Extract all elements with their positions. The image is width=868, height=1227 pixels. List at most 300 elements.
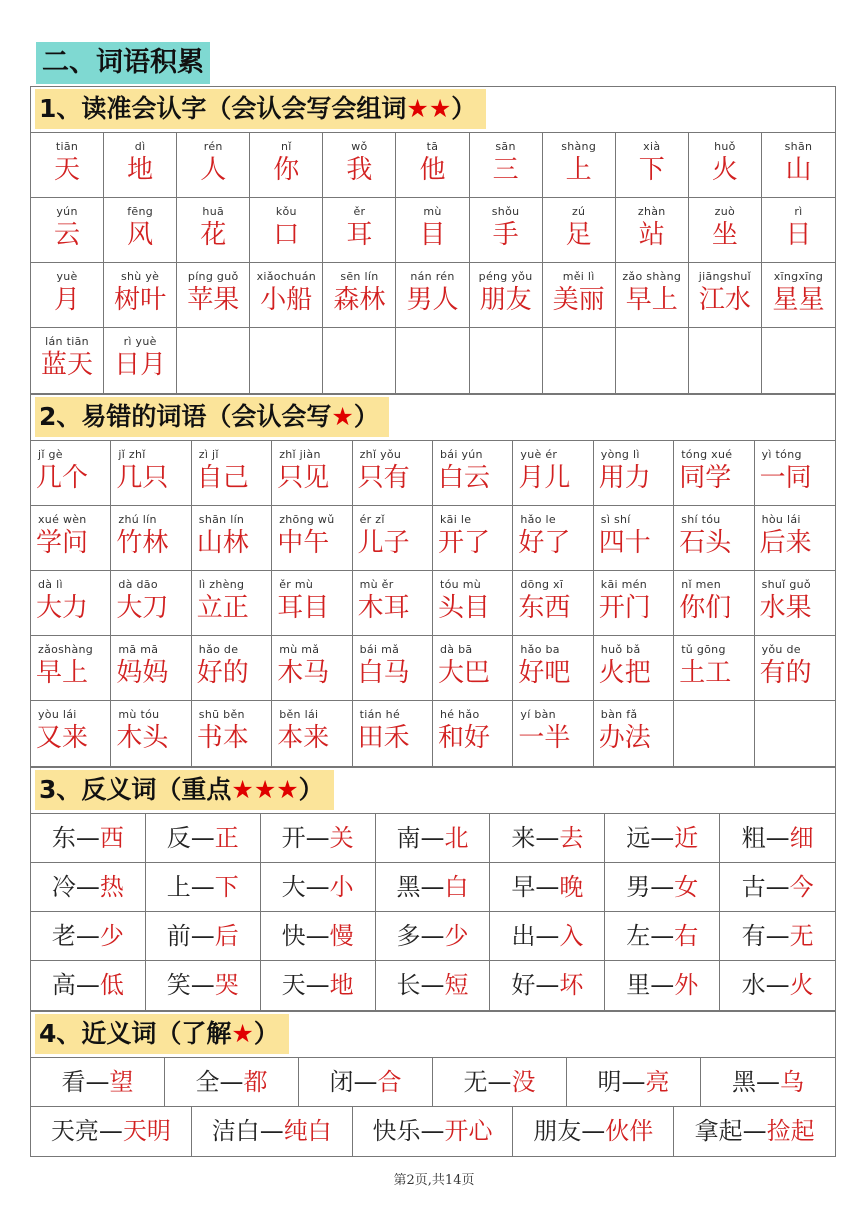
pinyin: zǎo shàng [622, 270, 682, 283]
hanzi: 早上 [625, 285, 678, 315]
word-cell [177, 198, 250, 263]
pair-first: 快 [281, 922, 306, 950]
hanzi: 石头 [679, 528, 732, 558]
pinyin: rì yuè [123, 335, 157, 348]
pinyin: lán tiān [45, 335, 89, 348]
pinyin: yuè [56, 270, 78, 283]
word-pair [31, 1107, 192, 1156]
pair-first: 黑 [732, 1068, 756, 1096]
pair-first: 反 [166, 824, 191, 852]
pair-dash: — [190, 971, 215, 999]
pair-second: 晚 [559, 873, 584, 901]
pair-first: 多 [396, 922, 421, 950]
pair-second: 去 [559, 824, 584, 852]
pair-first: 左 [626, 922, 651, 950]
word-cell [616, 133, 689, 198]
word-cell [192, 701, 272, 766]
hanzi: 白马 [357, 658, 410, 688]
hanzi: 早上 [36, 658, 89, 688]
word-pair [567, 1058, 701, 1107]
pinyin: bái yún [440, 448, 483, 461]
pair-second: 捡起 [766, 1117, 815, 1145]
pair-dash: — [742, 1117, 767, 1145]
empty-cell [177, 328, 250, 393]
pinyin: bàn fǎ [600, 708, 638, 721]
pinyin: ěr [353, 205, 366, 218]
hanzi: 星星 [772, 285, 825, 315]
pair-dash: — [305, 922, 330, 950]
hanzi: 东西 [518, 593, 571, 623]
word-pair [490, 814, 605, 863]
pinyin: dà bā [440, 643, 473, 656]
pair-dash: — [535, 922, 560, 950]
word-cell [470, 133, 543, 198]
hanzi: 大巴 [438, 658, 491, 688]
hanzi: 办法 [598, 723, 651, 753]
pair-first: 黑 [396, 873, 421, 901]
word-cell [250, 263, 323, 328]
pinyin: zhú lín [118, 513, 157, 526]
pair-first: 无 [463, 1068, 488, 1096]
pair-second: 无 [789, 922, 814, 950]
word-cell [433, 701, 513, 766]
word-pair [261, 912, 376, 961]
word-cell [674, 441, 754, 506]
word-pair [261, 961, 376, 1010]
pair-second: 今 [789, 873, 814, 901]
pinyin: tóu mù [440, 578, 481, 591]
word-pair [31, 814, 146, 863]
pinyin: huā [202, 205, 225, 218]
hanzi: 和好 [438, 723, 491, 753]
pair-first: 天亮 [50, 1117, 99, 1145]
word-pair [490, 912, 605, 961]
word-cell [689, 263, 762, 328]
pinyin: kāi mén [600, 578, 648, 591]
word-pair [605, 961, 720, 1010]
pair-first: 快乐 [372, 1117, 421, 1145]
pair-second: 少 [99, 922, 124, 950]
pinyin: jiāngshuǐ [698, 270, 751, 283]
word-cell [433, 441, 513, 506]
word-cell [470, 198, 543, 263]
hanzi: 开了 [438, 528, 491, 558]
word-pair [353, 1107, 514, 1156]
hanzi: 学问 [36, 528, 89, 558]
pair-first: 明 [597, 1068, 622, 1096]
word-pair [261, 863, 376, 912]
hanzi: 好吧 [518, 658, 571, 688]
pair-dash: — [535, 971, 560, 999]
pair-second: 少 [444, 922, 469, 950]
pair-dash: — [420, 922, 445, 950]
pinyin: yòu lái [38, 708, 77, 721]
pinyin: zhǐ yǒu [359, 448, 402, 461]
word-cell [543, 263, 616, 328]
hanzi: 男人 [406, 285, 459, 315]
pair-second: 坏 [559, 971, 584, 999]
pair-first: 上 [166, 873, 191, 901]
word-pair [720, 961, 835, 1010]
pinyin: hǎo ba [520, 643, 560, 656]
pair-dash: — [420, 1117, 445, 1145]
hanzi: 中午 [277, 528, 330, 558]
word-pair [376, 814, 491, 863]
pinyin: zhǐ jiàn [279, 448, 321, 461]
hanzi: 上 [565, 155, 592, 185]
word-cell [396, 263, 469, 328]
word-pair [31, 1058, 165, 1107]
pair-dash: — [259, 1117, 284, 1145]
hanzi: 树叶 [114, 285, 167, 315]
hanzi: 本来 [277, 723, 330, 753]
word-cell [762, 198, 835, 263]
word-cell [323, 133, 396, 198]
pinyin: mù mǎ [279, 643, 320, 656]
hanzi: 三 [492, 155, 519, 185]
pinyin: xīngxīng [773, 270, 824, 283]
word-cell [616, 198, 689, 263]
pair-second: 纯白 [283, 1117, 332, 1145]
word-cell [272, 636, 352, 701]
hanzi: 大力 [36, 593, 89, 623]
word-cell [250, 198, 323, 263]
section-reading-characters [30, 86, 836, 394]
pair-second: 细 [789, 824, 814, 852]
pinyin: shù yè [121, 270, 160, 283]
hanzi: 木马 [277, 658, 330, 688]
pinyin: sì shí [600, 513, 631, 526]
hanzi: 他 [419, 155, 446, 185]
hanzi: 竹林 [116, 528, 169, 558]
hanzi: 土工 [679, 658, 732, 688]
word-cell [104, 328, 177, 393]
hanzi: 一半 [518, 723, 571, 753]
word-cell [433, 636, 513, 701]
pinyin: xué wèn [38, 513, 87, 526]
pinyin: rén [203, 140, 223, 153]
pair-second: 右 [674, 922, 699, 950]
pair-dash: — [85, 1068, 110, 1096]
word-pair [165, 1058, 299, 1107]
hanzi: 同学 [679, 463, 732, 493]
pinyin: mù tóu [118, 708, 160, 721]
pair-first: 开 [281, 824, 306, 852]
pair-dash: — [765, 873, 790, 901]
hanzi: 江水 [698, 285, 751, 315]
pair-second: 入 [559, 922, 584, 950]
hanzi: 手 [492, 220, 519, 250]
pinyin: yún [56, 205, 78, 218]
pair-dash: — [650, 873, 675, 901]
word-cell [762, 133, 835, 198]
word-cell [543, 198, 616, 263]
word-cell [192, 506, 272, 571]
pair-first: 看 [61, 1068, 86, 1096]
word-cell [177, 263, 250, 328]
pair-first: 南 [396, 824, 421, 852]
hanzi: 立正 [196, 593, 249, 623]
pair-dash: — [650, 824, 675, 852]
pair-first: 东 [51, 824, 76, 852]
word-pair [433, 1058, 567, 1107]
word-cell [762, 263, 835, 328]
star-icon: ★★ [406, 94, 452, 123]
word-cell [192, 441, 272, 506]
word-cell [674, 571, 754, 636]
pinyin: zhōng wǔ [279, 513, 335, 526]
synonym-row [31, 1107, 835, 1156]
pair-second: 合 [377, 1068, 402, 1096]
pair-dash: — [650, 971, 675, 999]
hanzi: 站 [638, 220, 665, 250]
word-pair [701, 1058, 835, 1107]
pair-first: 水 [741, 971, 766, 999]
word-pair [720, 814, 835, 863]
pinyin: nǐ [280, 140, 292, 153]
pair-second: 开心 [444, 1117, 493, 1145]
hanzi: 口 [273, 220, 300, 250]
word-cell [353, 636, 433, 701]
empty-cell [616, 328, 689, 393]
word-pair [605, 814, 720, 863]
hanzi: 木头 [116, 723, 169, 753]
pair-dash: — [190, 873, 215, 901]
empty-cell [762, 328, 835, 393]
pair-dash: — [305, 873, 330, 901]
pair-first: 笑 [166, 971, 191, 999]
hanzi: 四十 [598, 528, 651, 558]
word-cell [272, 441, 352, 506]
pinyin: shān [784, 140, 813, 153]
pinyin: shàng [561, 140, 597, 153]
pair-first: 全 [195, 1068, 220, 1096]
hanzi: 大刀 [116, 593, 169, 623]
pair-first: 早 [511, 873, 536, 901]
word-cell [250, 133, 323, 198]
word-cell [31, 263, 104, 328]
word-cell [31, 328, 104, 393]
word-cell [31, 506, 111, 571]
pair-dash: — [535, 824, 560, 852]
page-title: 二、词语积累 [36, 42, 210, 84]
pair-first: 粗 [741, 824, 766, 852]
pinyin: fēng [127, 205, 154, 218]
pair-dash: — [75, 873, 100, 901]
word-cell [470, 263, 543, 328]
pair-first: 老 [51, 922, 76, 950]
pair-second: 外 [674, 971, 699, 999]
word-pair [513, 1107, 674, 1156]
hanzi: 坐 [711, 220, 738, 250]
word-cell [353, 506, 433, 571]
pinyin: shān lín [198, 513, 245, 526]
word-cell [616, 263, 689, 328]
hanzi: 风 [127, 220, 154, 250]
word-cell [513, 636, 593, 701]
pair-dash: — [98, 1117, 123, 1145]
pair-first: 天 [281, 971, 306, 999]
word-cell [111, 506, 191, 571]
word-cell [31, 133, 104, 198]
word-cell [755, 571, 835, 636]
word-pair [376, 912, 491, 961]
pair-second: 下 [214, 873, 239, 901]
section-title: 4、近义词（了解★） [35, 1014, 289, 1054]
pinyin: zú [571, 205, 586, 218]
word-cell [323, 198, 396, 263]
pair-first: 冷 [51, 873, 76, 901]
pinyin: wǒ [351, 140, 368, 153]
word-cell [594, 701, 674, 766]
hanzi: 只见 [277, 463, 330, 493]
hanzi: 山林 [196, 528, 249, 558]
pinyin: kāi le [440, 513, 472, 526]
word-pair [192, 1107, 353, 1156]
pair-second: 慢 [329, 922, 354, 950]
pair-first: 古 [741, 873, 766, 901]
word-cell [755, 506, 835, 571]
pinyin: ěr mù [279, 578, 314, 591]
pair-dash: — [581, 1117, 606, 1145]
pair-dash: — [190, 922, 215, 950]
pinyin: tǔ gōng [681, 643, 726, 656]
hanzi: 天 [54, 155, 81, 185]
word-cell [111, 441, 191, 506]
star-icon: ★★★ [231, 775, 299, 804]
pair-dash: — [765, 922, 790, 950]
pair-second: 天明 [122, 1117, 171, 1145]
pair-second: 火 [789, 971, 814, 999]
synonym-row [31, 1058, 835, 1107]
star-icon: ★ [331, 402, 354, 431]
word-cell [31, 636, 111, 701]
pinyin: jǐ zhǐ [118, 448, 146, 461]
pinyin: bái mǎ [359, 643, 400, 656]
pair-dash: — [75, 971, 100, 999]
word-cell [513, 506, 593, 571]
pair-second: 白 [444, 873, 469, 901]
section-header [31, 395, 835, 441]
pair-first: 洁白 [211, 1117, 260, 1145]
pinyin: yòng lì [600, 448, 640, 461]
empty-cell [543, 328, 616, 393]
word-cell [543, 133, 616, 198]
pair-dash: — [621, 1068, 646, 1096]
word-cell [323, 263, 396, 328]
section-synonyms [30, 1011, 836, 1157]
word-cell [272, 571, 352, 636]
pair-second: 望 [109, 1068, 134, 1096]
word-cell [111, 636, 191, 701]
pinyin: xiǎochuán [256, 270, 317, 283]
hanzi: 火把 [598, 658, 651, 688]
word-cell [674, 506, 754, 571]
word-cell [353, 441, 433, 506]
pair-dash: — [75, 824, 100, 852]
hanzi: 有的 [759, 658, 812, 688]
pair-dash: — [650, 922, 675, 950]
pinyin: zǎoshàng [38, 643, 94, 656]
hanzi: 月 [54, 285, 81, 315]
pair-second: 关 [329, 824, 354, 852]
section-header [31, 768, 835, 814]
pinyin: ér zǐ [359, 513, 385, 526]
hanzi: 花 [200, 220, 227, 250]
empty-cell [396, 328, 469, 393]
pair-second: 女 [674, 873, 699, 901]
pinyin: shí tóu [681, 513, 721, 526]
pair-first: 男 [626, 873, 651, 901]
pinyin: zhàn [637, 205, 666, 218]
hanzi: 你 [273, 155, 300, 185]
pair-first: 拿起 [694, 1117, 743, 1145]
hanzi: 云 [54, 220, 81, 250]
pair-second: 乌 [780, 1068, 804, 1096]
pinyin: dōng xī [520, 578, 564, 591]
pinyin: shū běn [198, 708, 245, 721]
hanzi: 好了 [518, 528, 571, 558]
pair-second: 西 [99, 824, 124, 852]
pair-dash: — [305, 824, 330, 852]
empty-cell [755, 701, 835, 766]
hanzi: 蓝天 [41, 350, 94, 380]
pair-dash: — [75, 922, 100, 950]
word-pair [376, 961, 491, 1010]
pinyin: yǒu de [761, 643, 801, 656]
pinyin: sēn lín [340, 270, 379, 283]
pair-dash: — [420, 971, 445, 999]
pair-dash: — [353, 1068, 378, 1096]
pair-dash: — [190, 824, 215, 852]
pair-dash: — [765, 824, 790, 852]
pair-second: 哭 [214, 971, 239, 999]
hanzi: 下 [638, 155, 665, 185]
pair-second: 没 [511, 1068, 536, 1096]
pair-second: 后 [214, 922, 239, 950]
word-cell [513, 441, 593, 506]
word-pair [720, 912, 835, 961]
hanzi: 木耳 [357, 593, 410, 623]
pinyin: yì tóng [761, 448, 802, 461]
section-antonyms [30, 767, 836, 1011]
pinyin: tóng xué [681, 448, 733, 461]
empty-cell [674, 701, 754, 766]
section-header [31, 1012, 835, 1058]
pair-dash: — [756, 1068, 780, 1096]
pair-first: 高 [51, 971, 76, 999]
pair-second: 亮 [645, 1068, 670, 1096]
hanzi: 几个 [36, 463, 89, 493]
pair-dash: — [535, 873, 560, 901]
hanzi: 好的 [196, 658, 249, 688]
pair-first: 闭 [329, 1068, 354, 1096]
pinyin: zì jǐ [198, 448, 219, 461]
pair-second: 都 [243, 1068, 268, 1096]
word-pair [299, 1058, 433, 1107]
word-cell [513, 571, 593, 636]
word-cell [104, 263, 177, 328]
hanzi: 后来 [759, 528, 812, 558]
word-pair [31, 912, 146, 961]
word-cell [31, 571, 111, 636]
word-cell [594, 506, 674, 571]
hanzi: 妈妈 [116, 658, 169, 688]
page-footer: 第2页,共14页 [393, 1173, 475, 1188]
word-cell [177, 133, 250, 198]
hanzi: 开门 [598, 593, 651, 623]
hanzi: 小船 [260, 285, 313, 315]
